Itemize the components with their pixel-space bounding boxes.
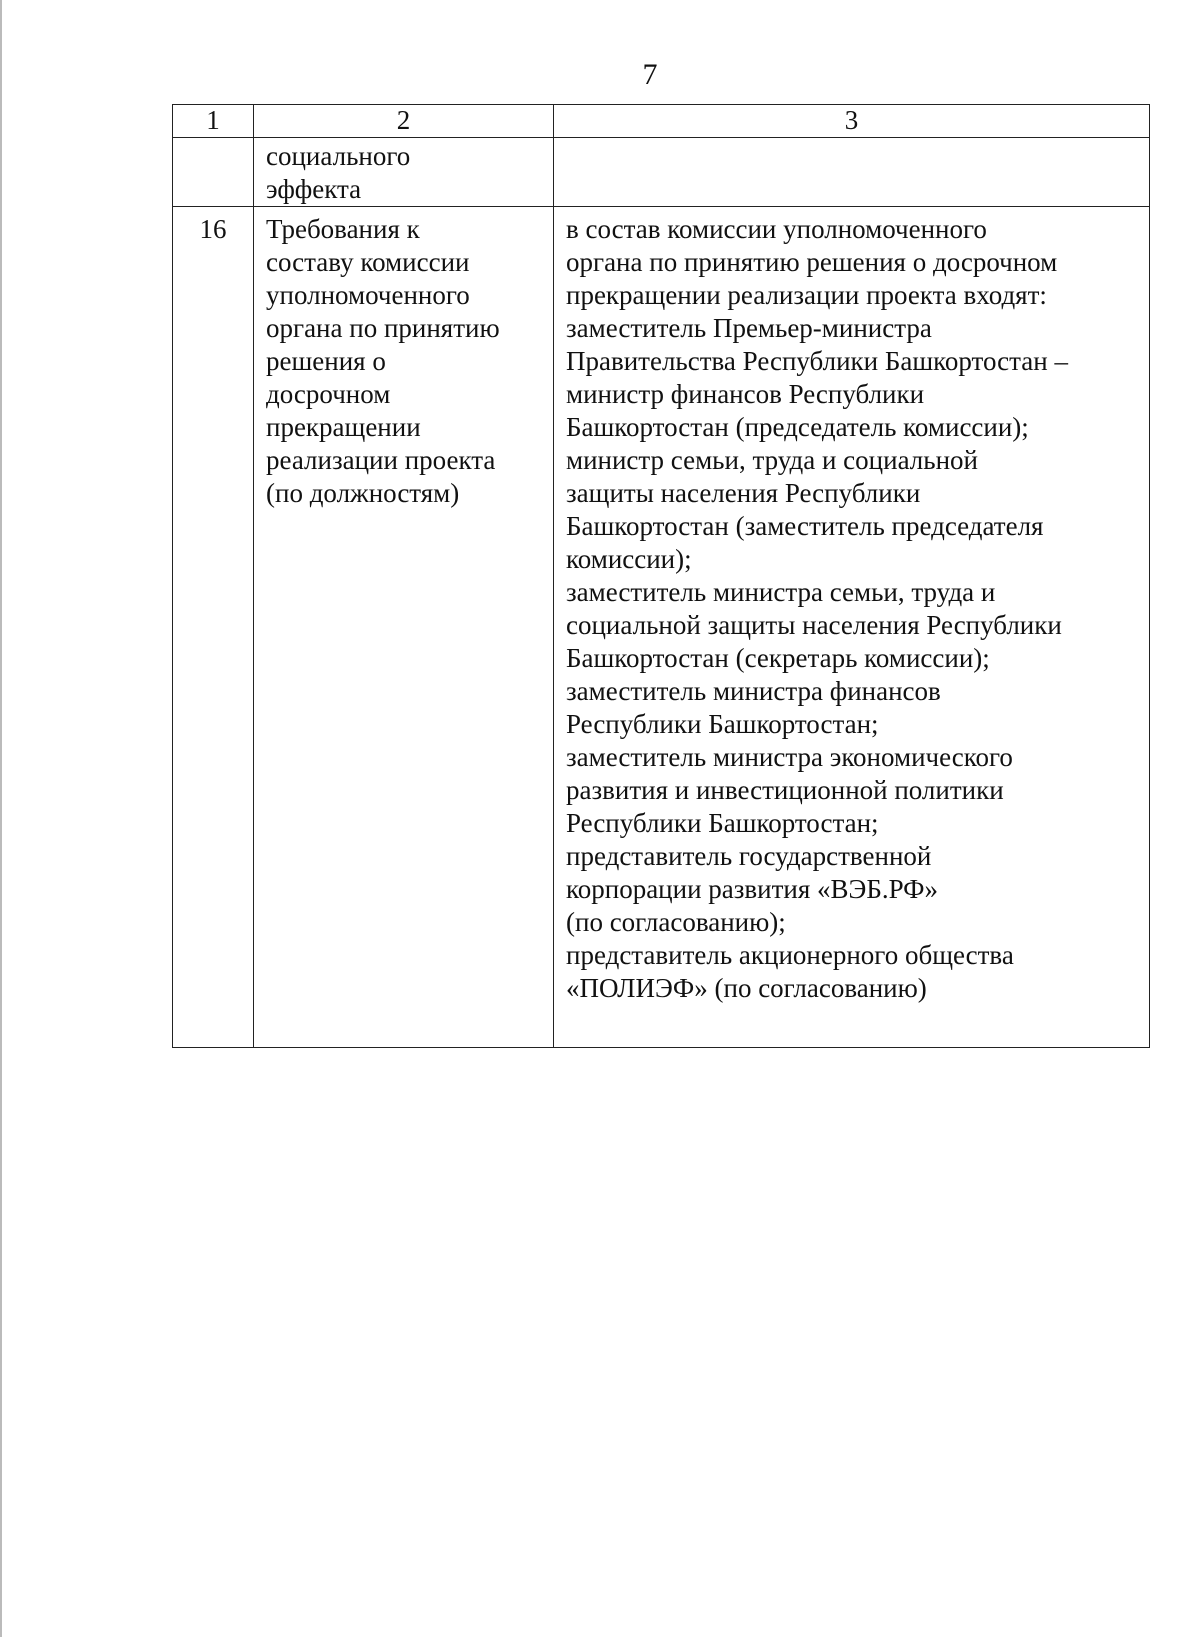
table-header-row (173, 105, 1150, 138)
value-line: комиссии); (566, 544, 692, 574)
criterion-line: составу комиссии (266, 247, 470, 277)
header-cell-3: 3 (554, 105, 1150, 138)
value-line: прекращении реализации проекта входят: (566, 280, 1047, 310)
header-cell-2: 2 (254, 105, 554, 138)
value-cell (554, 207, 1150, 1048)
scan-edge (0, 0, 2, 1637)
document-table (172, 104, 1150, 1048)
value-line: представитель акционерного общества (566, 940, 1014, 970)
value-line: Башкортостан (секретарь комиссии); (566, 643, 990, 673)
value-line: заместитель Премьер-министра (566, 313, 932, 343)
value-line: министр семьи, труда и социальной (566, 445, 978, 475)
value-line: министр финансов Республики (566, 379, 925, 409)
value-line: социальной защиты населения Республики (566, 610, 1062, 640)
value-line: заместитель министра экономического (566, 742, 1013, 772)
value-cell (554, 138, 1150, 207)
value-line: Республики Башкортостан; (566, 709, 879, 739)
header-cell-1: 1 (173, 105, 254, 138)
value-line: корпорации развития «ВЭБ.РФ» (566, 874, 939, 904)
value-line: представитель государственной (566, 841, 932, 871)
value-line: (по согласованию); (566, 907, 786, 937)
criterion-line: прекращении (266, 412, 421, 442)
page-number: 7 (642, 58, 658, 91)
value-line: Башкортостан (председатель комиссии); (566, 412, 1029, 442)
criterion-line: эффекта (266, 174, 362, 204)
criterion-line: социального (266, 141, 411, 171)
criterion-line: органа по принятию (266, 313, 500, 343)
criterion-cell (254, 138, 554, 207)
criterion-cell (254, 207, 554, 1048)
value-line: защиты населения Республики (566, 478, 921, 508)
row-number-cell: 16 (173, 207, 254, 1048)
value-line: заместитель министра семьи, труда и (566, 577, 996, 607)
value-line: Республики Башкортостан; (566, 808, 879, 838)
value-line: Башкортостан (заместитель председателя (566, 511, 1044, 541)
value-line: заместитель министра финансов (566, 676, 941, 706)
criterion-line: уполномоченного (266, 280, 470, 310)
table-row-16 (173, 207, 1150, 1048)
table-row-continuation (173, 138, 1150, 207)
value-line: органа по принятию решения о досрочном (566, 247, 1058, 277)
criterion-line: досрочном (266, 379, 391, 409)
value-line: «ПОЛИЭФ» (по согласованию) (566, 973, 927, 1003)
value-line: развития и инвестиционной политики (566, 775, 1004, 805)
criterion-line: реализации проекта (266, 445, 496, 475)
criterion-line: Требования к (266, 214, 420, 244)
row-number-cell (173, 138, 254, 207)
value-line: Правительства Республики Башкортостан – (566, 346, 1068, 376)
value-line: в состав комиссии уполномоченного (566, 214, 987, 244)
criterion-line: решения о (266, 346, 386, 376)
criterion-line: (по должностям) (266, 478, 460, 508)
